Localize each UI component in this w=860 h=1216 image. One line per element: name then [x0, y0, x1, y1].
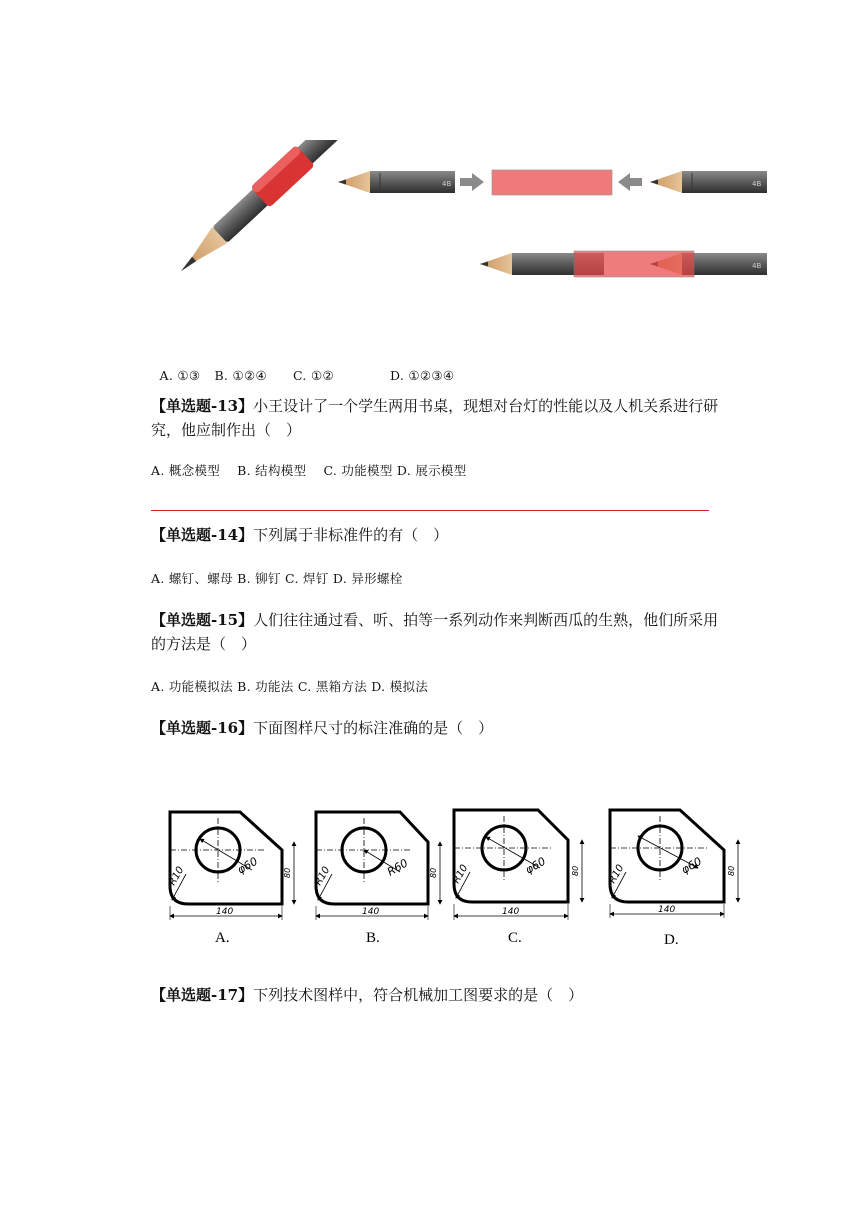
svg-text:R10: R10: [451, 862, 471, 886]
svg-text:R10: R10: [167, 864, 187, 888]
drawing-label-b: B.: [366, 930, 380, 946]
q12-option-a[interactable]: A. ①③: [159, 368, 201, 383]
question-text: 下列技术图样中，符合机械加工图要求的是（ ）: [253, 986, 584, 1004]
pencil-right-top: [650, 171, 767, 193]
drawing-option-d[interactable]: [607, 810, 738, 918]
svg-text:φ60: φ60: [679, 854, 704, 877]
svg-text:4B: 4B: [442, 180, 452, 188]
arrow-left-icon: [618, 173, 642, 191]
pencil-figure: [150, 140, 770, 300]
q12-option-b[interactable]: B. ①②④: [214, 368, 267, 383]
svg-text:140: 140: [362, 907, 380, 917]
svg-text:140: 140: [216, 907, 234, 917]
svg-text:R10: R10: [607, 862, 627, 886]
question-tag: 【单选题-17】: [151, 986, 254, 1004]
q15-options[interactable]: A. 功能模拟法 B. 功能法 C. 黑箱方法 D. 模拟法: [151, 679, 429, 694]
question-text: 小王设计了一个学生两用书桌，现想对台灯的性能以及人机关系进行研究，他应制作出（ ）: [151, 397, 719, 439]
question-text: 下列属于非标准件的有（ ）: [253, 526, 449, 544]
drawing-label-c: C.: [508, 930, 522, 946]
question-14: [151, 523, 721, 547]
section-divider: [151, 510, 709, 511]
svg-text:R60: R60: [385, 856, 411, 879]
svg-text:4B: 4B: [752, 262, 762, 270]
svg-text:80: 80: [571, 865, 580, 876]
q13-options[interactable]: A. 概念模型 B. 结构模型 C. 功能模型 D. 展示模型: [151, 463, 467, 478]
question-tag: 【单选题-15】: [151, 611, 254, 629]
svg-text:140: 140: [502, 907, 520, 917]
question-tag: 【单选题-16】: [151, 719, 254, 737]
svg-text:φ60: φ60: [523, 854, 548, 877]
arrow-right-icon: [460, 173, 484, 191]
svg-text:140: 140: [658, 905, 676, 915]
svg-text:80: 80: [429, 867, 438, 878]
question-text: 下面图样尺寸的标注准确的是（ ）: [253, 719, 494, 737]
q14-options[interactable]: A. 螺钉、螺母 B. 铆钉 C. 焊钉 D. 异形螺栓: [151, 571, 403, 586]
question-15: [151, 608, 721, 656]
svg-text:80: 80: [727, 865, 736, 876]
dimension-drawings: [160, 800, 760, 960]
drawing-option-a[interactable]: [167, 812, 294, 920]
red-sleeve: [492, 170, 612, 195]
question-tag: 【单选题-13】: [151, 397, 254, 415]
question-16: [151, 716, 721, 740]
sleeved-pencil-image: [171, 140, 363, 281]
q12-option-c[interactable]: C. ①②: [293, 368, 334, 383]
drawing-label-a: A.: [215, 930, 230, 946]
drawing-option-b[interactable]: [313, 812, 440, 920]
drawing-label-d: D.: [664, 932, 679, 948]
q12-option-d[interactable]: D. ①②③④: [389, 368, 455, 383]
svg-text:80: 80: [283, 867, 292, 878]
question-tag: 【单选题-14】: [151, 526, 254, 544]
svg-text:φ60: φ60: [235, 854, 260, 877]
svg-text:4B: 4B: [752, 180, 762, 188]
question-17: [151, 983, 721, 1007]
question-text: 人们往往通过看、听、拍等一系列动作来判断西瓜的生熟，他们所采用的方法是（ ）: [151, 611, 719, 653]
svg-text:R10: R10: [313, 864, 333, 888]
drawing-option-c[interactable]: [451, 810, 582, 920]
pencils-joined: [480, 251, 767, 277]
q12-options: [151, 353, 454, 383]
question-13: [151, 394, 721, 442]
pencil-left-top: [338, 171, 455, 193]
